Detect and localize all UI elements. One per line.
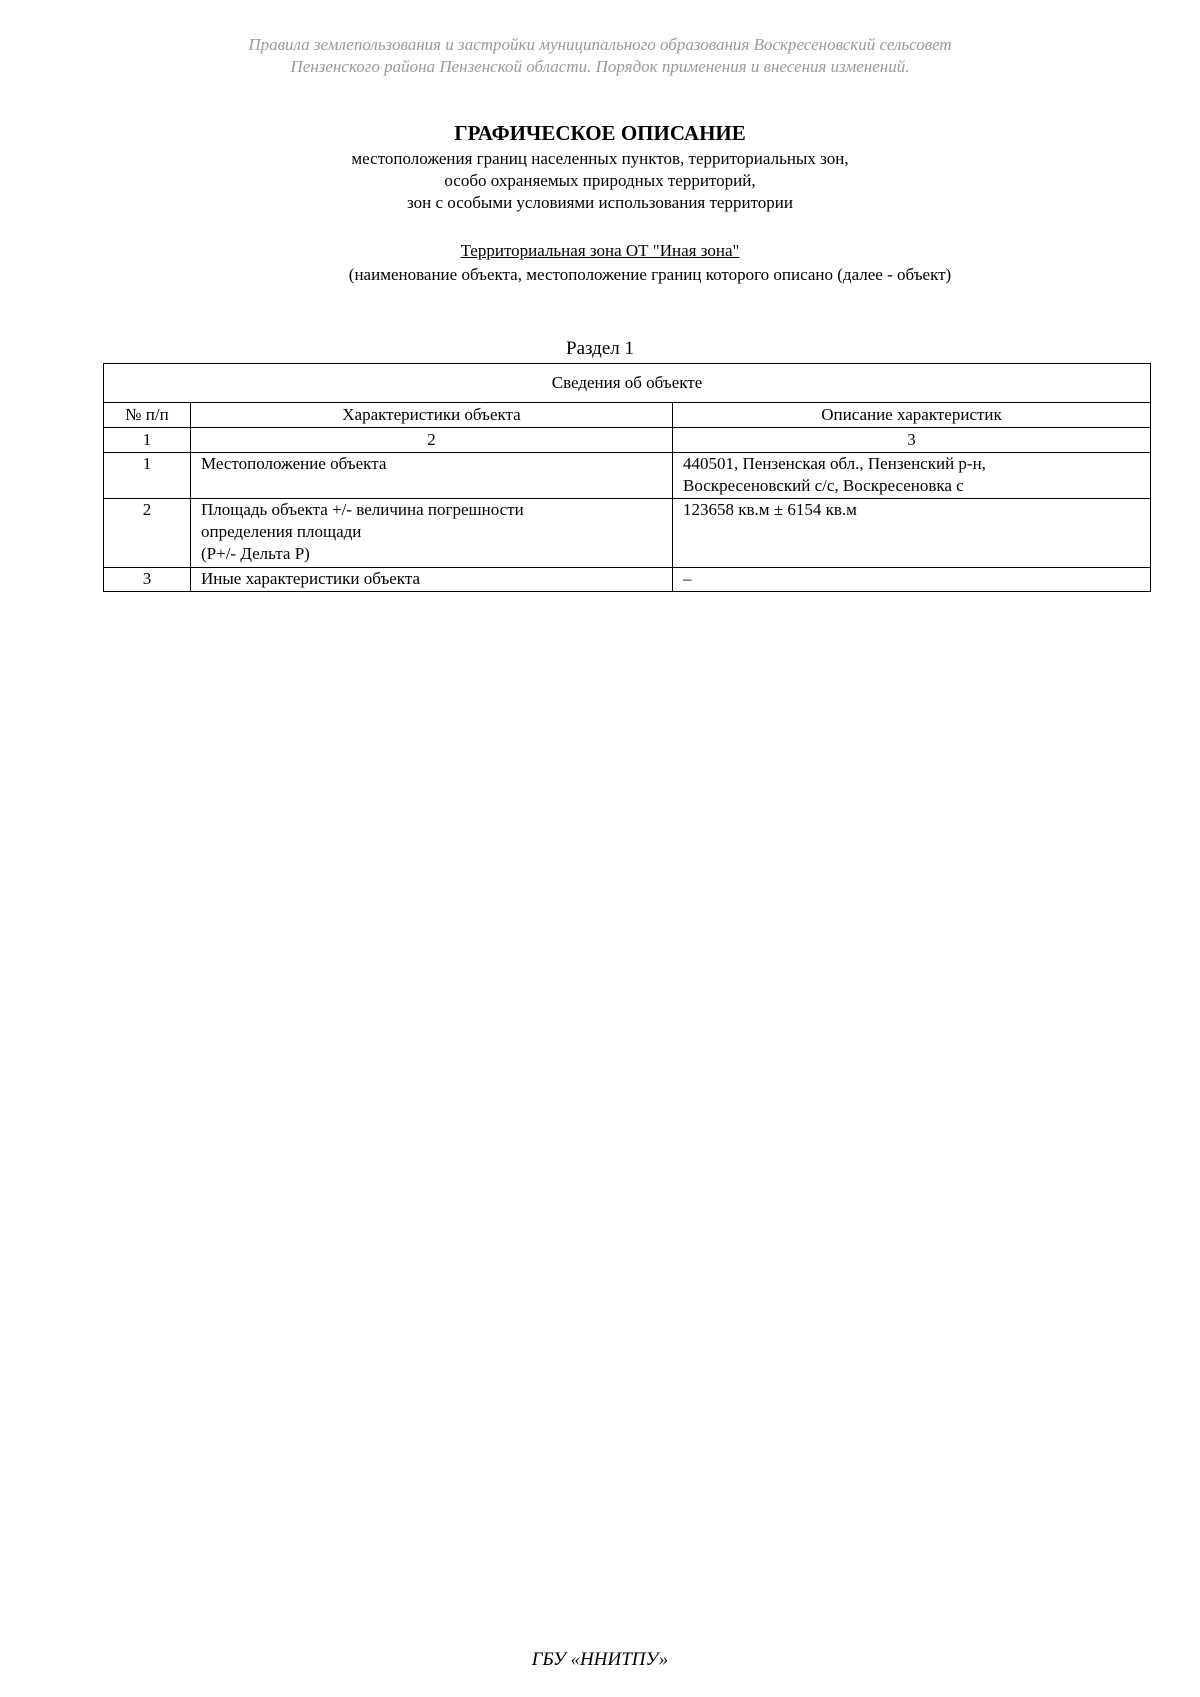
characteristic-line: (Р+/- Дельта Р) xyxy=(201,544,310,563)
row-num: 2 xyxy=(104,499,191,568)
table-row xyxy=(104,499,1151,568)
row-characteristic xyxy=(191,499,673,568)
document-subtitle xyxy=(0,148,1200,214)
characteristic-line: Площадь объекта +/- величина погрешности xyxy=(201,500,524,519)
page-footer: ГБУ «ННИТПУ» xyxy=(531,1649,669,1670)
row-num: 1 xyxy=(104,453,191,499)
column-number-row xyxy=(104,428,1151,453)
header-description: Описание характеристик xyxy=(673,403,1151,428)
document-title: ГРАФИЧЕСКОЕ ОПИСАНИЕ xyxy=(454,121,746,145)
table-caption: Сведения об объекте xyxy=(104,364,1151,403)
object-name-note: (наименование объекта, местоположение границ которого описано (далее - объект) xyxy=(348,265,952,284)
row-description xyxy=(673,568,1151,592)
table-header-row xyxy=(104,403,1151,428)
table-caption-row xyxy=(104,364,1151,403)
object-name-text: Территориальная зона ОТ "Иная зона" xyxy=(460,241,740,260)
description-line: 440501, Пензенская обл., Пензенский р-н, xyxy=(683,454,986,473)
description-line: 123658 кв.м ± 6154 кв.м xyxy=(683,500,857,519)
object-name xyxy=(0,240,1200,262)
object-info-table xyxy=(103,363,1151,592)
column-number: 1 xyxy=(104,428,191,453)
running-header-line-2: Пензенского района Пензенской области. Порядок применения и внесения изменений. xyxy=(290,57,910,76)
row-characteristic: Местоположение объекта xyxy=(191,453,673,499)
row-characteristic: Иные характеристики объекта xyxy=(191,568,673,592)
row-num: 3 xyxy=(104,568,191,592)
column-number: 3 xyxy=(673,428,1151,453)
subtitle-line: местоположения границ населенных пунктов, территориальных зон, xyxy=(351,149,849,168)
row-description xyxy=(673,453,1151,499)
row-description xyxy=(673,499,1151,568)
subtitle-line: особо охраняемых природных территорий, xyxy=(444,171,756,190)
header-num: № п/п xyxy=(104,403,191,428)
table-row xyxy=(104,453,1151,499)
section-title: Раздел 1 xyxy=(566,338,634,359)
subtitle-line: зон с особыми условиями использования территории xyxy=(407,193,793,212)
description-line: Воскресеновский с/с, Воскресеновка с xyxy=(683,476,964,495)
running-header-line-1: Правила землепользования и застройки муниципального образования Воскресеновский сельсовет xyxy=(248,35,952,54)
table-row xyxy=(104,568,1151,592)
description-line: – xyxy=(683,569,692,588)
characteristic-line: определения площади xyxy=(201,522,362,541)
running-header xyxy=(0,34,1200,78)
header-characteristic: Характеристики объекта xyxy=(191,403,673,428)
column-number: 2 xyxy=(191,428,673,453)
